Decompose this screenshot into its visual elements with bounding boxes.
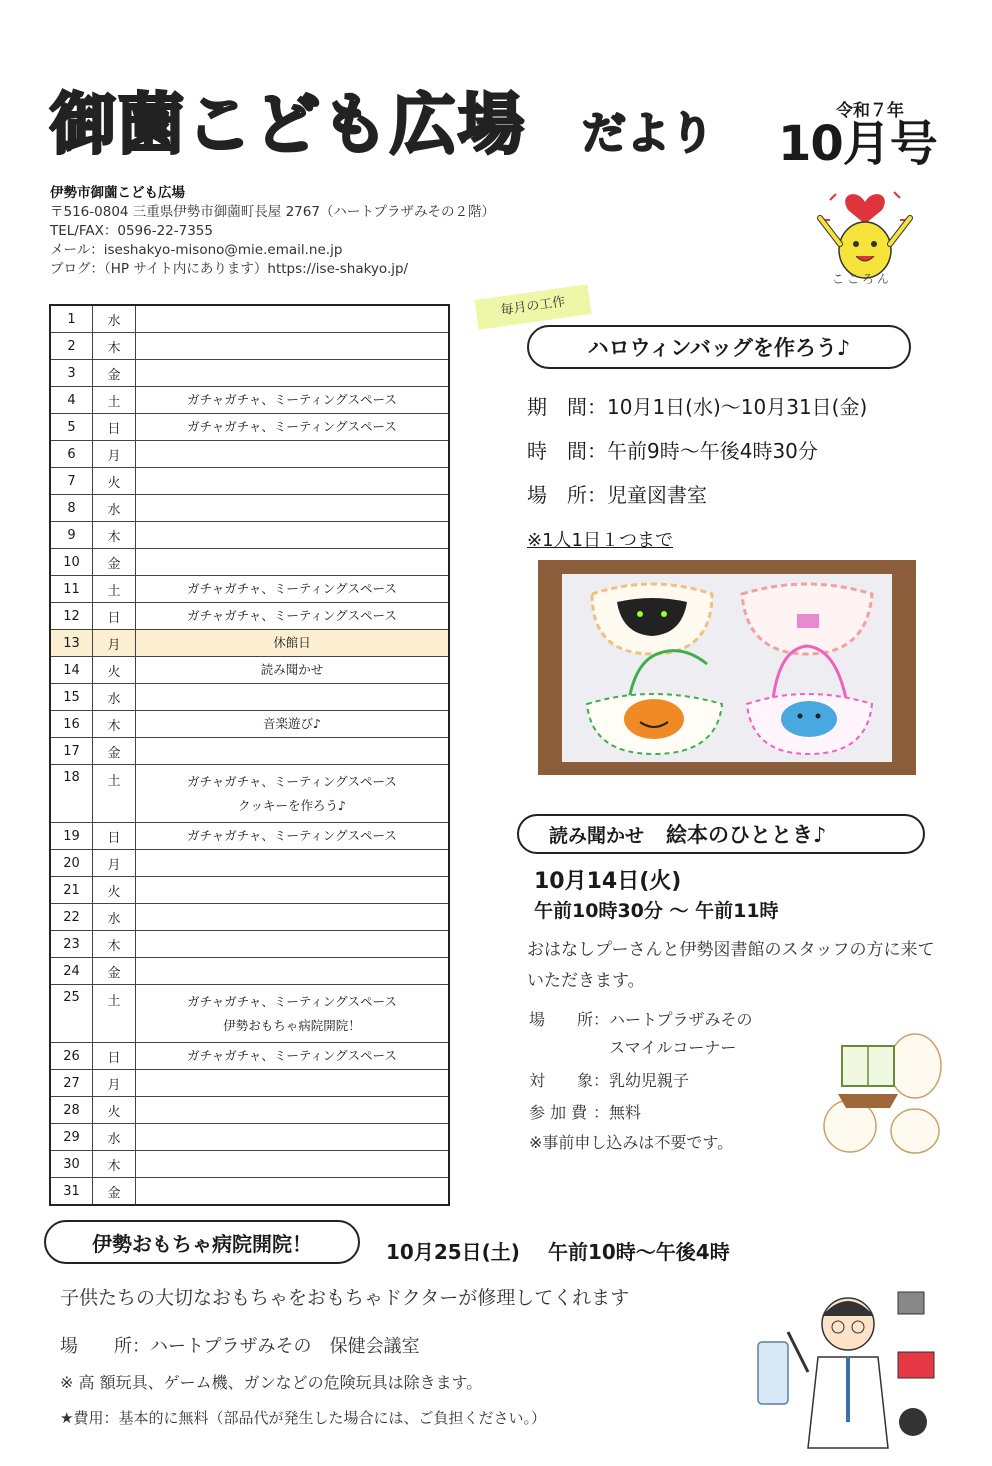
calendar-weekday: 木 xyxy=(93,931,136,958)
calendar-weekday: 水 xyxy=(93,1124,136,1151)
calendar-day: 11 xyxy=(50,576,93,603)
calendar-day: 29 xyxy=(50,1124,93,1151)
calendar-row xyxy=(50,985,449,1043)
contact-block xyxy=(50,184,495,279)
calendar-weekday: 金 xyxy=(93,549,136,576)
calendar-event: 音楽遊び♪ xyxy=(263,716,321,731)
calendar-day: 8 xyxy=(50,495,93,522)
calendar-row xyxy=(50,549,449,576)
storytime-title-b: 絵本のひととき♪ xyxy=(666,823,827,847)
storytime-target-value: ：乳幼児親子 xyxy=(593,1071,690,1090)
calendar-weekday: 金 xyxy=(93,958,136,985)
calendar-events xyxy=(136,684,450,711)
storytime-place xyxy=(529,1006,753,1062)
calendar-weekday: 火 xyxy=(93,468,136,495)
calendar-day: 10 xyxy=(50,549,93,576)
page-title: 御薗こども広場 xyxy=(50,86,526,163)
calendar-weekday: 火 xyxy=(93,657,136,684)
calendar-weekday: 月 xyxy=(93,1070,136,1097)
calendar-row xyxy=(50,904,449,931)
calendar-day: 18 xyxy=(50,765,93,823)
calendar-weekday: 金 xyxy=(93,1178,136,1206)
calendar-events xyxy=(136,738,450,765)
calendar-row xyxy=(50,711,449,738)
storytime-title-a: 読み聞かせ xyxy=(549,824,645,847)
calendar-events xyxy=(136,333,450,360)
calendar-events xyxy=(136,877,450,904)
calendar-events xyxy=(136,522,450,549)
calendar-row xyxy=(50,931,449,958)
alpaca-reading-icon xyxy=(820,1016,945,1156)
calendar-row xyxy=(50,877,449,904)
calendar-row xyxy=(50,630,449,657)
calendar-day: 24 xyxy=(50,958,93,985)
toy-hospital-title: 伊勢おもちゃ病院開院！ xyxy=(44,1220,360,1264)
calendar-event: ガチャガチャ、ミーティングスペース xyxy=(187,392,397,407)
halloween-note: ※1人1日１つまで xyxy=(527,530,673,551)
calendar-event: ガチャガチャ、ミーティングスペース xyxy=(187,581,397,596)
calendar-row xyxy=(50,657,449,684)
calendar-row xyxy=(50,468,449,495)
storytime-description: おはなしプーさんと伊勢図書館のスタッフの方に来ていただきます。 xyxy=(527,940,935,991)
calendar-day: 28 xyxy=(50,1097,93,1124)
page-title-suffix: だより xyxy=(582,108,714,159)
calendar-events xyxy=(136,1070,450,1097)
calendar-weekday: 火 xyxy=(93,1097,136,1124)
calendar-row xyxy=(50,684,449,711)
storytime-title xyxy=(517,814,925,854)
calendar-events xyxy=(136,387,450,414)
calendar-events xyxy=(136,765,450,823)
calendar-row xyxy=(50,576,449,603)
storytime-fee xyxy=(529,1100,641,1123)
calendar-row xyxy=(50,823,449,850)
calendar-row xyxy=(50,305,449,333)
calendar-events xyxy=(136,958,450,985)
calendar-day: 13 xyxy=(50,630,93,657)
paper-plate-bags-image xyxy=(562,574,892,762)
calendar-weekday: 土 xyxy=(93,985,136,1043)
storytime-time: 午前10時30分 ～ 午前11時 xyxy=(534,900,779,922)
calendar-event: ガチャガチャ、ミーティングスペース xyxy=(187,828,397,843)
calendar-events xyxy=(136,711,450,738)
storytime-place-1: ：ハートプラザみその xyxy=(593,1010,753,1029)
calendar-day: 7 xyxy=(50,468,93,495)
calendar-weekday: 火 xyxy=(93,877,136,904)
toy-hospital-time: 午前10時～午後4時 xyxy=(547,1240,730,1264)
calendar-row xyxy=(50,1070,449,1097)
issue-label: 10月号 xyxy=(778,116,937,172)
calendar-events xyxy=(136,931,450,958)
calendar-day: 19 xyxy=(50,823,93,850)
storytime-place-label: 場 所 xyxy=(529,1010,594,1029)
calendar-events xyxy=(136,603,450,630)
calendar-row xyxy=(50,387,449,414)
storytime-fee-label: 参 加 費 xyxy=(529,1103,588,1122)
calendar-day: 3 xyxy=(50,360,93,387)
calendar-event: ガチャガチャ、ミーティングスペース xyxy=(187,773,397,789)
halloween-time: 時 間：午前9時～午後4時30分 xyxy=(527,439,818,463)
calendar-row xyxy=(50,958,449,985)
calendar-row xyxy=(50,765,449,823)
calendar-events xyxy=(136,305,450,333)
calendar-weekday: 土 xyxy=(93,387,136,414)
calendar-day: 25 xyxy=(50,985,93,1043)
calendar-day: 20 xyxy=(50,850,93,877)
toy-hospital-note-1: ※ 高 額玩具、ゲーム機、ガンなどの危険玩具は除きます。 xyxy=(60,1373,483,1392)
era-label: 令和７年 xyxy=(836,101,904,121)
calendar-weekday: 日 xyxy=(93,414,136,441)
calendar-day: 14 xyxy=(50,657,93,684)
toy-doctor-icon xyxy=(748,1272,948,1452)
halloween-period: 期 間：10月1日(水)～10月31日(金) xyxy=(527,395,868,419)
calendar-events xyxy=(136,1151,450,1178)
calendar-day: 30 xyxy=(50,1151,93,1178)
calendar-weekday: 日 xyxy=(93,823,136,850)
calendar-row xyxy=(50,738,449,765)
toy-hospital-place: 場 所：ハートプラザみその 保健会議室 xyxy=(60,1336,420,1357)
calendar-events xyxy=(136,850,450,877)
tel: TEL/FAX：0596-22-7355 xyxy=(50,223,213,239)
calendar-weekday: 金 xyxy=(93,738,136,765)
calendar-events xyxy=(136,495,450,522)
calendar-event: ガチャガチャ、ミーティングスペース xyxy=(187,1048,397,1063)
calendar-day: 12 xyxy=(50,603,93,630)
calendar-events xyxy=(136,985,450,1043)
calendar-row xyxy=(50,441,449,468)
calendar-row xyxy=(50,495,449,522)
calendar-row xyxy=(50,603,449,630)
halloween-bag-photo xyxy=(538,560,916,775)
calendar-event: ガチャガチャ、ミーティングスペース xyxy=(187,993,397,1009)
calendar-row xyxy=(50,1097,449,1124)
calendar-events xyxy=(136,549,450,576)
photo-background xyxy=(562,574,892,762)
org-name: 伊勢市御薗こども広場 xyxy=(50,185,185,201)
calendar-weekday: 月 xyxy=(93,630,136,657)
calendar-day: 16 xyxy=(50,711,93,738)
calendar-event: クッキーを作ろう♪ xyxy=(238,797,346,813)
calendar-weekday: 木 xyxy=(93,333,136,360)
toy-hospital-when xyxy=(386,1236,730,1265)
toy-hospital-note-2: ★費用：基本的に無料（部品代が発生した場合には、ご負担ください。） xyxy=(60,1409,546,1427)
calendar-row xyxy=(50,333,449,360)
calendar-events xyxy=(136,441,450,468)
calendar-events xyxy=(136,657,450,684)
calendar-event: 伊勢おもちゃ病院開院！ xyxy=(223,1017,361,1033)
calendar-row xyxy=(50,414,449,441)
storytime-target-label: 対 象 xyxy=(529,1071,594,1090)
calendar-weekday: 日 xyxy=(93,1043,136,1070)
calendar-row xyxy=(50,1178,449,1206)
calendar-day: 27 xyxy=(50,1070,93,1097)
calendar-events xyxy=(136,414,450,441)
calendar-events xyxy=(136,576,450,603)
storytime-target xyxy=(529,1068,689,1091)
calendar-day: 6 xyxy=(50,441,93,468)
calendar-events xyxy=(136,630,450,657)
toy-hospital-date: 10月25日(土) xyxy=(386,1240,520,1264)
calendar-weekday: 水 xyxy=(93,305,136,333)
calendar-weekday: 土 xyxy=(93,765,136,823)
calendar-day: 5 xyxy=(50,414,93,441)
calendar-day: 31 xyxy=(50,1178,93,1206)
storytime-note: ※事前申し込みは不要です。 xyxy=(529,1133,734,1152)
calendar-weekday: 金 xyxy=(93,360,136,387)
calendar-event: ガチャガチャ、ミーティングスペース xyxy=(187,608,397,623)
calendar-events xyxy=(136,904,450,931)
calendar-weekday: 日 xyxy=(93,603,136,630)
calendar-row xyxy=(50,1124,449,1151)
calendar-events xyxy=(136,1178,450,1206)
calendar-day: 17 xyxy=(50,738,93,765)
calendar-events xyxy=(136,823,450,850)
calendar-row xyxy=(50,1151,449,1178)
calendar-weekday: 月 xyxy=(93,850,136,877)
calendar-day: 1 xyxy=(50,305,93,333)
calendar-weekday: 水 xyxy=(93,904,136,931)
calendar-events xyxy=(136,1043,450,1070)
calendar-row xyxy=(50,360,449,387)
storytime-date: 10月14日(火) xyxy=(534,869,682,894)
calendar-weekday: 木 xyxy=(93,1151,136,1178)
calendar-event: ガチャガチャ、ミーティングスペース xyxy=(187,419,397,434)
calendar-weekday: 木 xyxy=(93,711,136,738)
halloween-place: 場 所：児童図書室 xyxy=(527,483,707,507)
calendar-event: 休館日 xyxy=(273,635,311,650)
halloween-title: ハロウィンバッグを作ろう♪ xyxy=(527,325,911,369)
calendar-day: 22 xyxy=(50,904,93,931)
calendar-table xyxy=(49,304,450,1206)
monthly-craft-tag: 毎月の工作 xyxy=(474,284,591,330)
calendar-day: 9 xyxy=(50,522,93,549)
email: メール：iseshakyo-misono@mie.email.ne.jp xyxy=(50,242,343,258)
toy-hospital-description: 子供たちの大切なおもちゃをおもちゃドクターが修理してくれます xyxy=(60,1287,630,1309)
calendar-events xyxy=(136,468,450,495)
calendar-day: 23 xyxy=(50,931,93,958)
calendar-day: 2 xyxy=(50,333,93,360)
calendar-row xyxy=(50,850,449,877)
calendar-row xyxy=(50,1043,449,1070)
calendar-day: 15 xyxy=(50,684,93,711)
calendar-weekday: 水 xyxy=(93,684,136,711)
calendar-day: 26 xyxy=(50,1043,93,1070)
calendar-events xyxy=(136,360,450,387)
calendar-weekday: 土 xyxy=(93,576,136,603)
calendar-weekday: 木 xyxy=(93,522,136,549)
blog: ブログ：（HP サイト内にあります）https://ise-shakyo.jp/ xyxy=(50,261,409,277)
calendar-weekday: 水 xyxy=(93,495,136,522)
calendar-events xyxy=(136,1124,450,1151)
storytime-place-2: スマイルコーナー xyxy=(593,1038,737,1057)
mascot-name: こころん xyxy=(832,272,893,286)
calendar-day: 4 xyxy=(50,387,93,414)
calendar-event: 読み聞かせ xyxy=(260,662,324,677)
calendar-day: 21 xyxy=(50,877,93,904)
calendar-row xyxy=(50,522,449,549)
calendar-weekday: 月 xyxy=(93,441,136,468)
calendar-events xyxy=(136,1097,450,1124)
storytime-fee-value: ：無料 xyxy=(593,1103,642,1122)
address: 〒516-0804 三重県伊勢市御薗町長屋 2767（ハートプラザみその２階） xyxy=(50,204,496,220)
